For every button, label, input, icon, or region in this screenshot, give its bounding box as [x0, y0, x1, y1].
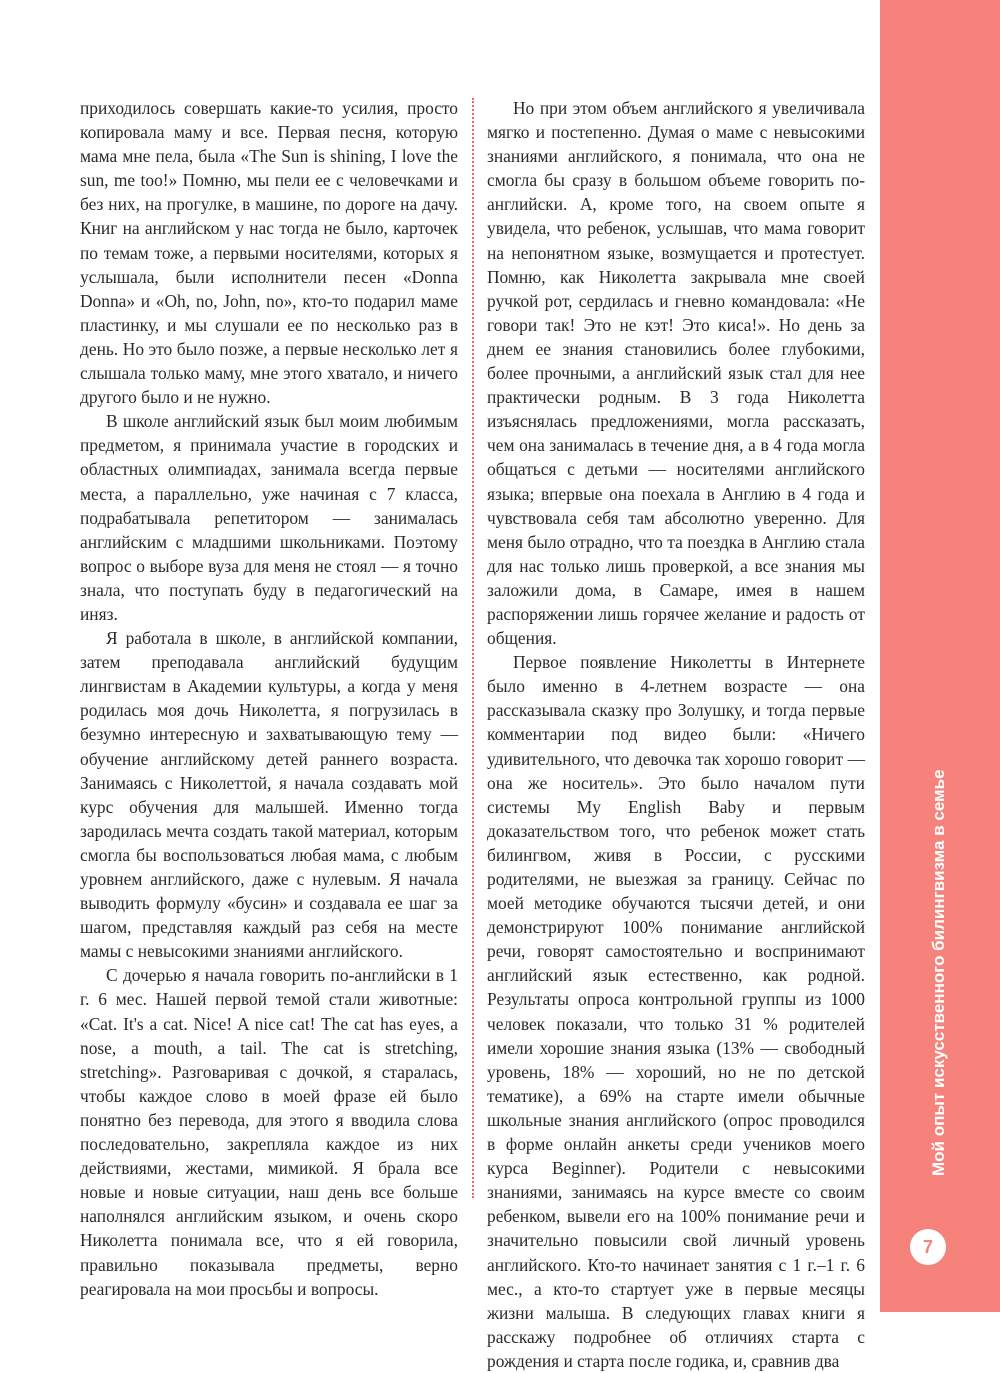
paragraph: приходилось совершать какие-то усилия, просто копировала маму и все. Первая песня, которую мама мне пела, была «The Sun is shining, I love the sun, me too!» Помню, мы пели ее с человечками и без них, на прогулке, в машине, по дороге на дачу. Книг на английском у нас тогда не было, карточек по темам тоже, а первыми носителями, которых я услышала, были исполнители песен «Donna Donna» и «Oh, no, John, no», кто-то подарил маме пластинку, и мы слушали ее по несколько раз в день. Но это было позже, а первые несколько лет я слышала только маму, мне этого хватало, и ничего другого было и не нужно. [80, 98, 458, 408]
paragraph: Первое появление Николетты в Интернете было именно в 4-летнем возрасте — она рассказывала сказку про Золушку, и тогда первые комментарии под видео были: «Ничего удивительного, что девочка так хорошо говорит — она же носитель». Это было началом пути системы My English Baby и первым доказательством того, что ребенок может стать билингвом, живя в России, с русскими родителями, не выезжая за границу. Сейчас по моей методике обучаются тысячи детей, и они демонстрируют 100% понимание английской речи, говорят самостоятельно и воспринимают английский язык естественно, как родной. Результаты опроса контрольной группы из 1000 человек показали, что только 31 % родителей имели хорошие знания языка (13% — свободный уровень, 18% — хороший, но не по детской тематике), а 69% на старте имели обычные школьные знания английского (опрос проводился в форме онлайн анкеты среди учеников моего курса Beginner). Родители с невысокими знаниями, занимаясь на курсе вместе со своим ребенком, вывели его на 100% понимание речи и значительно повысили свой личный уровень английского. Кто-то начинает занятия с 1 г.–1 г. 6 мес., а кто-то стартует уже в первые месяцы жизни малыша. В следующих главах книги я расскажу подробнее об отличиях старта с рождения и старта после годика, и, сравнив два [487, 652, 865, 1371]
paragraph: С дочерью я начала говорить по-английски в 1 г. 6 мес. Нашей первой темой стали животные: «Cat. It's a cat. Nice! A nice cat! The cat has eyes, a nose, a mouth, a tail. The cat is stretching, stretching». Разговаривая с дочкой, я старалась, чтобы каждое слово в моей фразе ей было понятно без перевода, для этого я вводила слова последовательно, закрепляла каждое из них действиями, жестами, мимикой. Я брала все новые и новые ситуации, наш день все больше наполнялся английским языком, и очень скоро Николетта понимала все, что я ей говорила, правильно показывала предметы, верно реагировала на мои просьбы и вопросы. [80, 965, 458, 1299]
right-text-column [487, 96, 865, 1373]
column-divider [472, 98, 474, 1198]
left-text-column [80, 96, 458, 1301]
page-number-badge [910, 1229, 946, 1265]
page-number: 7 [922, 1236, 933, 1257]
chapter-title: Мой опыт искусственного билингвизма в семье [929, 769, 948, 1176]
paragraph: В школе английский язык был моим любимым предметом, я принимала участие в городских и областных олимпиадах, занимала всегда первые места, а параллельно, уже начиная с 7 класса, подрабатывала репетитором — занималась английским с младшими школьниками. Поэтому вопрос о выборе вуза для меня не стоял — я точно знала, что поступать буду в педагогический на иняз. [80, 411, 458, 624]
paragraph: Но при этом объем английского я увеличивала мягко и постепенно. Думая о маме с невысокими знаниями английского, я понимала, что она не смогла бы сразу в большом объеме говорить по-английски. А, кроме того, на своем опыте я увидела, что ребенок, услышав, что мама говорит на непонятном языке, возмущается и протестует. Помню, как Николетта закрывала мне своей ручкой рот, сердилась и гневно командовала: «Не говори так! Это не кэт! Это киса!». Но день за днем ее знания становились более глубокими, более прочными, а английский язык стал для нее практически родным. В 3 года Николетта изъяснялась предложениями, могла рассказать, чем она занималась в течение дня, а в 4 года могла общаться с детьми — носителями английского языка; впервые она поехала в Англию в 4 года и чувствовала себя там абсолютно уверенно. Для меня было отрадно, что та поездка в Англию стала для нас только лишь проверкой, а все знания мы заложили дома, в Самаре, имея в нашем распоряжении лишь горячее желание и радость от общения. [487, 98, 865, 649]
paragraph: Я работала в школе, в английской компании, затем преподавала английский будущим лингвистам в Академии культуры, а когда у меня родилась моя дочь Николетта, я погрузилась в безумно интересную и захватывающую тему — обучение английскому детей раннего возраста. Занимаясь с Николеттой, я начала создавать мой курс обучения для малышей. Именно тогда зародилась мечта создать такой материал, которым смогла бы воспользоваться любая мама, с любым уровнем английского, даже с нулевым. Я начала выводить формулу «бусин» и создавала ее шаг за шагом, представляя каждый раз себя на месте мамы с невысокими знаниями английского. [80, 628, 458, 962]
